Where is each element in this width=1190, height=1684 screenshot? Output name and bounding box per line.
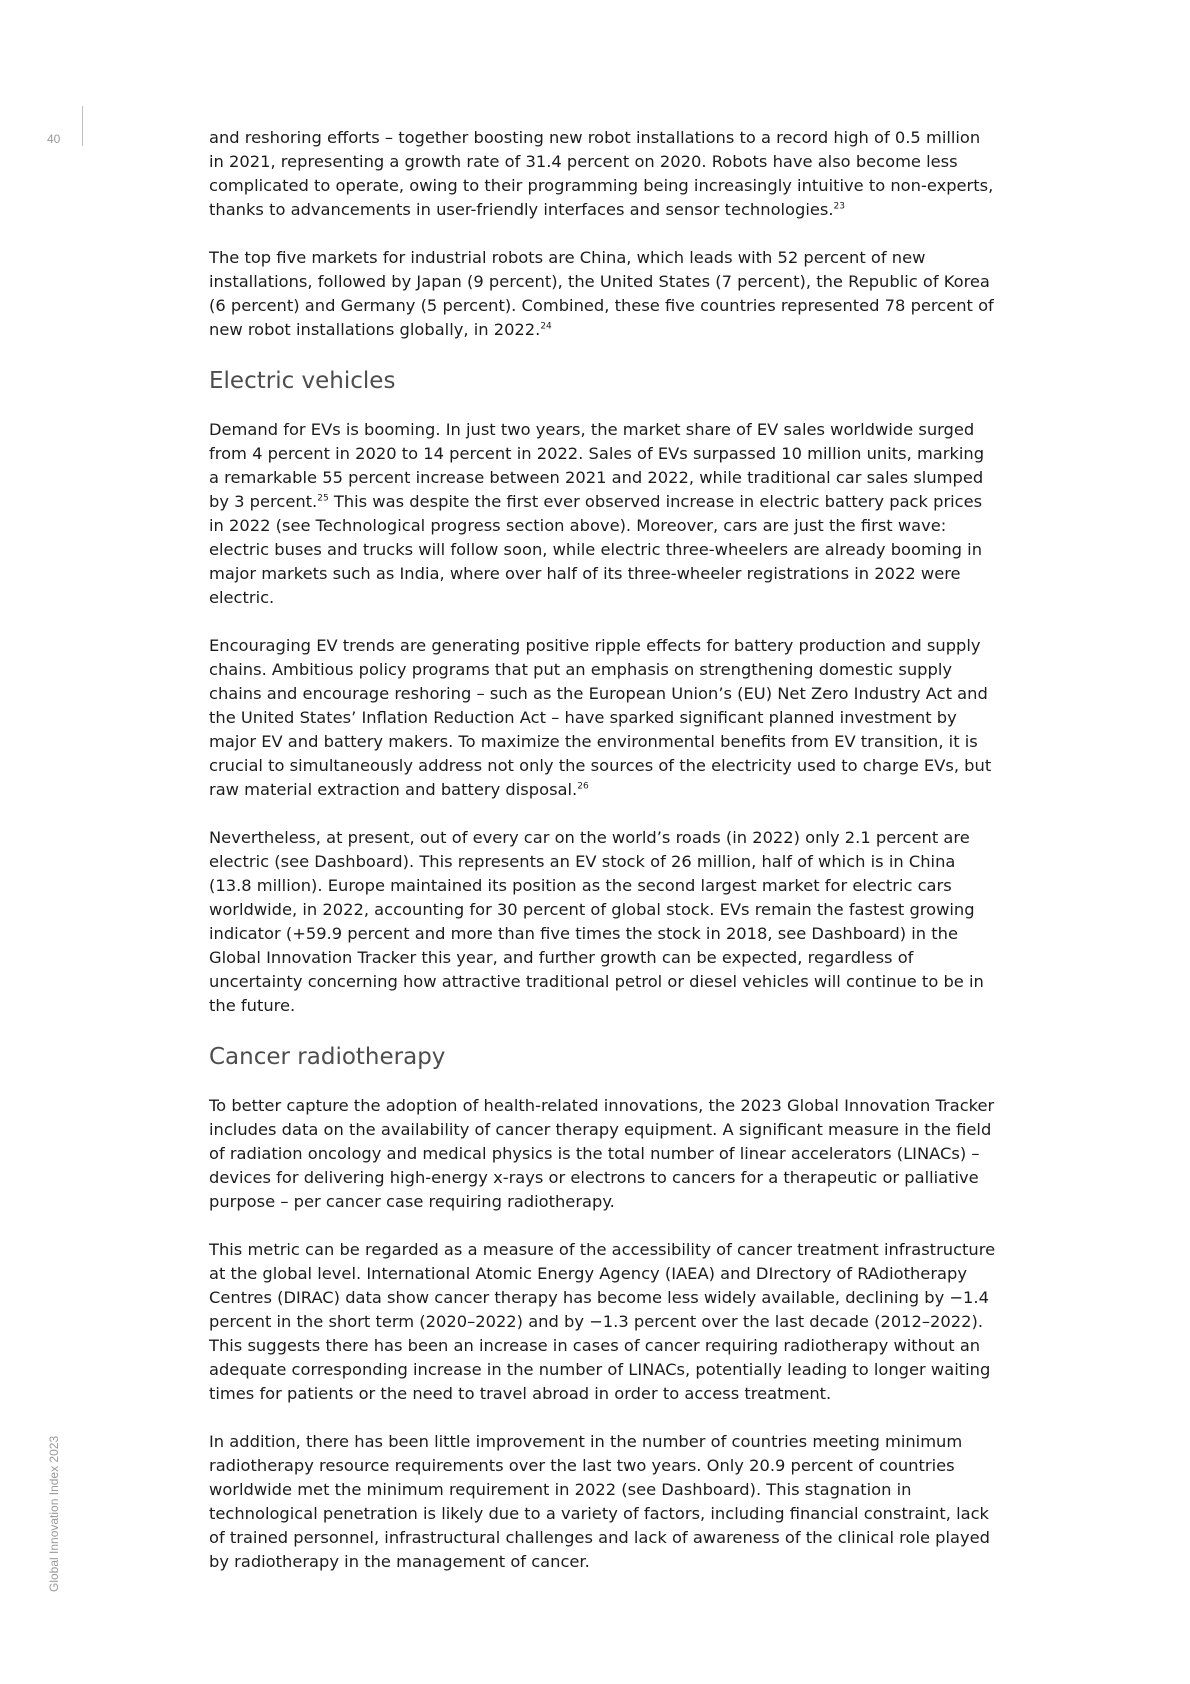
header-divider (82, 106, 83, 146)
publication-side-label: Global Innovation Index 2023 (47, 1435, 61, 1592)
paragraph-robot-installations: and reshoring efforts – together boosting new robot installations to a record high of 0.5 million in 2021, representing a growth rate of 31.4 percent on 2020. Robots have also become less complicated to operate, owing to their programming being increasingly intuitive to non-experts, thanks to advancements in user-friendly interfaces and sensor technologies.$^{23}$ (209, 128, 994, 219)
paragraph-ev-stock: Nevertheless, at present, out of every car on the world’s roads (in 2022) only 2.1 percent are electric (see Dashboard). This represents an EV stock of 26 million, half of which is in China (13.8 million). Europe maintained its position as the second largest market for electric cars worldwide, in 2022, accounting for 30 percent of global stock. EVs remain the fastest growing indicator (+59.9 percent and more than five times the stock in 2018, see Dashboard) in the Global Innovation Tracker this year, and further growth can be expected, regardless of uncertainty concerning how attractive traditional petrol or diesel vehicles will continue to be in the future. (209, 828, 984, 1015)
article-body (209, 126, 999, 1574)
paragraph-cancer-accessibility: This metric can be regarded as a measure of the accessibility of cancer treatment infrastructure at the global level. International Atomic Energy Agency (IAEA) and DIrectory of RAdiotherapy Centres (DIRAC) data show cancer therapy has become less widely available, declining by −1.4 percent in the short term (2020–2022) and by −1.3 percent over the last decade (2012–2022). This suggests there has been an increase in cases of cancer requiring radiotherapy without an adequate corresponding increase in the number of LINACs, potentially leading to longer waiting times for patients or the need to travel abroad in order to access treatment. (209, 1240, 996, 1403)
page-number: 40 (47, 132, 61, 146)
footnote-ref: 25 (317, 493, 329, 504)
footnote-ref: 26 (577, 781, 589, 792)
section-heading-electric-vehicles: Electric vehicles (209, 368, 396, 394)
footnote-ref: 24 (540, 321, 552, 332)
paragraph-ev-demand: Demand for EVs is booming. In just two years, the market share of EV sales worldwide surged from 4 percent in 2020 to 14 percent in 2022. Sales of EVs surpassed 10 million units, marking a remarkable 55 percent increase between 2021 and 2022, while traditional car sales slumped by 3 percent.$^{25}$ This was despite the first ever observed increase in electric battery pack prices in 2022 (see Technological progress section above). Moreover, cars are just the first wave: electric buses and trucks will follow soon, while electric three-wheelers are already booming in major markets such as India, where over half of its three-wheeler registrations in 2022 were electric. (209, 420, 985, 607)
paragraph-top-markets: The top five markets for industrial robots are China, which leads with 52 percent of new installations, followed by Japan (9 percent), the United States (7 percent), the Republic of Korea (6 percent) and Germany (5 percent). Combined, these five countries represented 78 percent of new robot installations globally, in 2022.24 (209, 248, 994, 339)
paragraph-cancer-equipment: To better capture the adoption of health-related innovations, the 2023 Global Innovation Tracker includes data on the availability of cancer therapy equipment. A significant measure in the field of radiation oncology and medical physics is the total number of linear accelerators (LINACs) – devices for delivering high-energy x-rays or electrons to cancers for a therapeutic or palliative purpose – per cancer case requiring radiotherapy. (209, 1096, 995, 1211)
paragraph-ev-supply-chains: Encouraging EV trends are generating positive ripple effects for battery production and supply chains. Ambitious policy programs that put an emphasis on strengthening domestic supply chains and encourage reshoring – such as the European Union’s (EU) Net Zero Industry Act and the United States’ Inflation Reduction Act – have sparked significant planned investment by major EV and battery makers. To maximize the environmental benefits from EV transition, it is crucial to simultaneously address not only the sources of the electricity used to charge EVs, but raw material extraction and battery disposal.$^{26}$ (209, 636, 992, 799)
section-heading-cancer-radiotherapy: Cancer radiotherapy (209, 1044, 446, 1070)
footnote-ref: 23 (833, 201, 845, 212)
paragraph-cancer-requirements: In addition, there has been little improvement in the number of countries meeting minimum radiotherapy resource requirements over the last two years. Only 20.9 percent of countries worldwide met the minimum requirement in 2022 (see Dashboard). This stagnation in technological penetration is likely due to a variety of factors, including financial constraint, lack of trained personnel, infrastructural challenges and lack of awareness of the clinical role played by radiotherapy in the management of cancer. (209, 1432, 990, 1571)
